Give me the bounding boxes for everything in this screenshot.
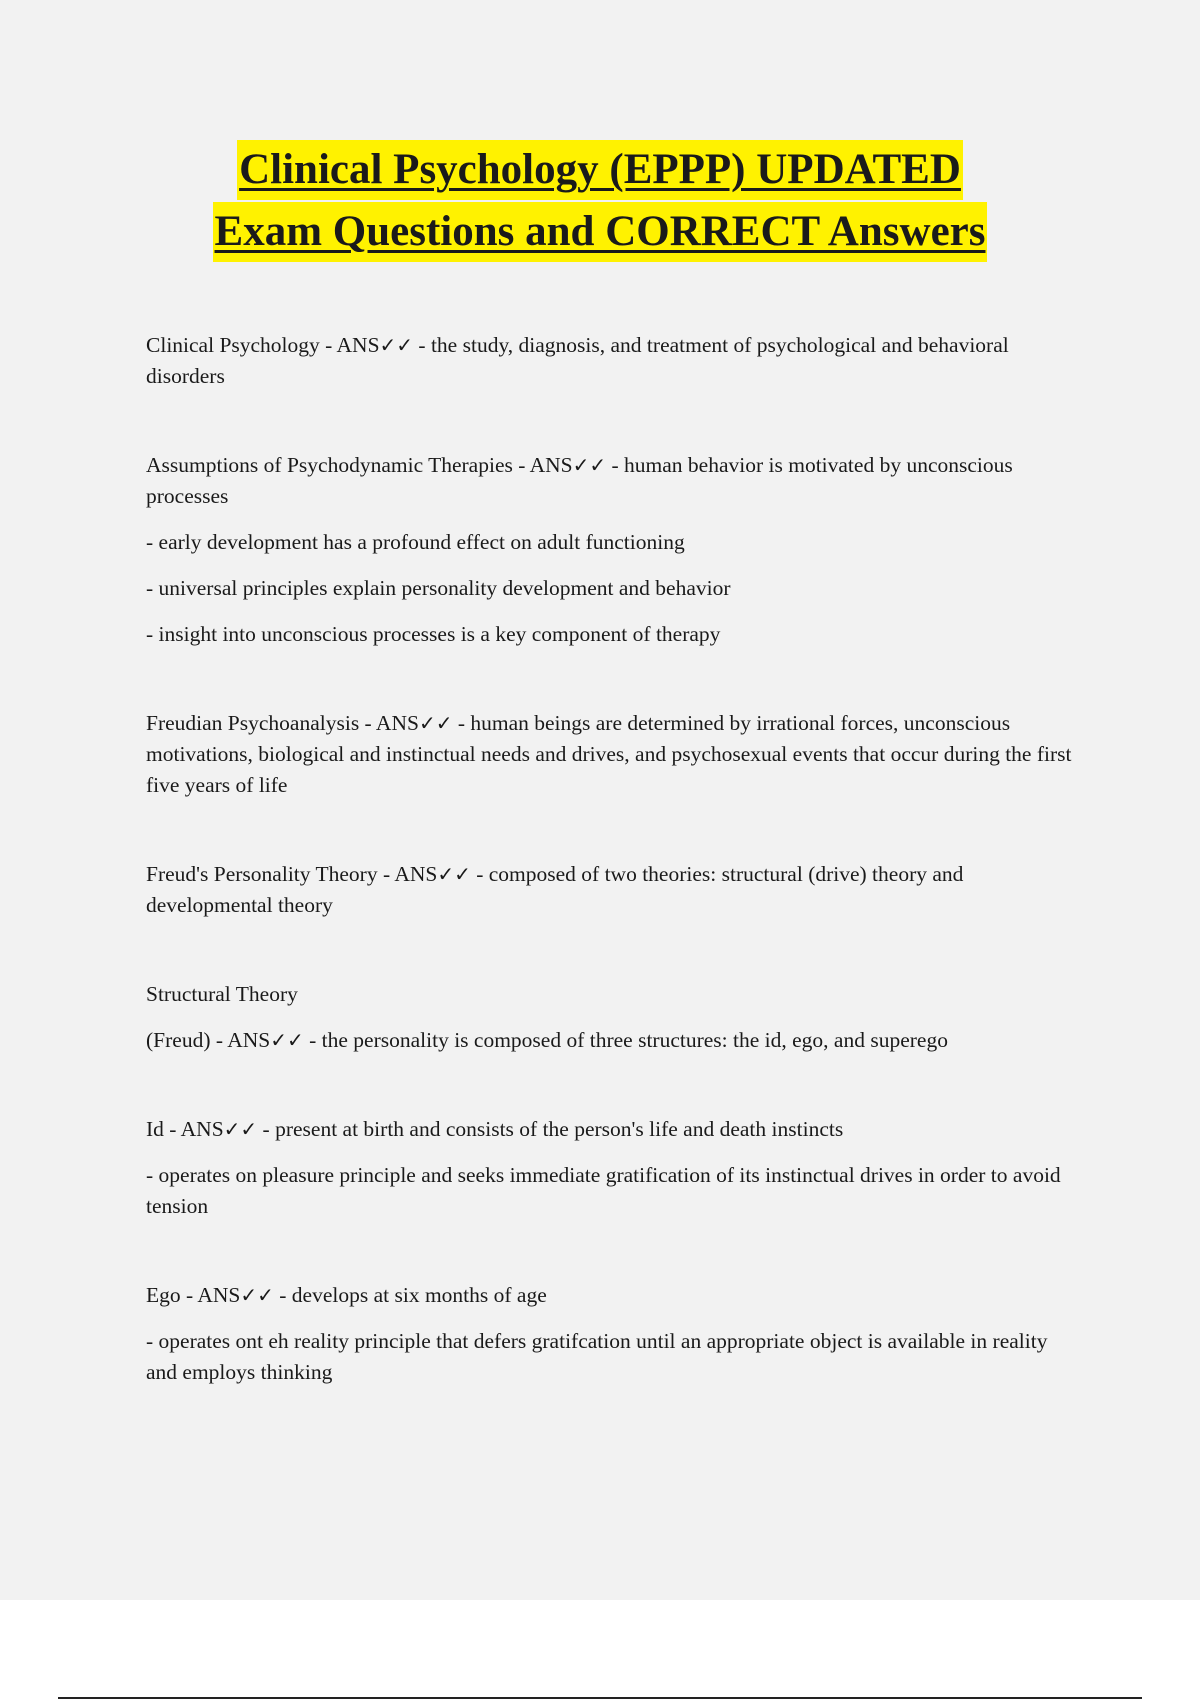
qa-entry [146,708,1076,801]
check-icon: ✓✓ [379,333,414,357]
qa-term: Freud's Personality Theory - [146,862,395,886]
qa-entry [146,979,1076,1056]
qa-term: Id - [146,1117,181,1141]
check-icon: ✓✓ [223,1117,258,1141]
check-icon: ✓✓ [437,862,471,886]
check-icon: ✓✓ [240,1283,274,1307]
answer-marker: ANS [529,453,573,477]
qa-extra-line: - universal principles explain personality development and behavior [146,576,731,600]
qa-main [146,450,1076,512]
qa-definition: - composed of two theories: structural (drive) theory and developmental theory [146,862,964,917]
qa-definition: - the personality is composed of three structures: the id, ego, and superego [303,1028,948,1052]
qa-definition: - the study, diagnosis, and treatment of psychological and behavioral disorders [146,333,1009,388]
qa-term: Assumptions of Psychodynamic Therapies - [146,453,530,477]
qa-extra-line: - early development has a profound effect on adult functioning [146,530,685,554]
qa-term: (Freud) - [146,1028,228,1052]
answer-marker: ANS [227,1028,271,1052]
qa-extra-line: - operates ont eh reality principle that defers gratifcation until an appropriate object is available in reality and employs thinking [146,1329,1048,1384]
document-title [0,140,1200,264]
qa-main [146,1280,1076,1311]
page-divider [58,1697,1142,1699]
qa-main [146,1025,1076,1056]
qa-entry [146,450,1076,650]
answer-marker: ANS [394,862,438,886]
answer-marker: ANS [336,333,380,357]
qa-entry [146,330,1076,392]
qa-main [146,859,1076,921]
qa-heading: Structural Theory [146,982,298,1006]
qa-list [146,330,1076,1446]
qa-term: Freudian Psychoanalysis - [146,711,376,735]
answer-marker: ANS [197,1283,241,1307]
qa-entry [146,1280,1076,1388]
qa-main [146,1114,1076,1145]
answer-marker: ANS [375,711,419,735]
qa-extra-line: - operates on pleasure principle and seeks immediate gratification of its instinctual drives in order to avoid tension [146,1163,1061,1218]
check-icon: ✓✓ [572,453,607,477]
qa-term: Clinical Psychology - [146,333,337,357]
check-icon: ✓✓ [270,1028,304,1052]
title-line-2: Exam Questions and CORRECT Answers [213,202,988,262]
answer-marker: ANS [180,1117,224,1141]
qa-main [146,330,1076,392]
qa-term: Ego - [146,1283,198,1307]
qa-entry [146,859,1076,921]
check-icon: ✓✓ [418,711,453,735]
title-line-1: Clinical Psychology (EPPP) UPDATED [237,140,963,200]
qa-extra-line: - insight into unconscious processes is a key component of therapy [146,622,721,646]
qa-definition: - human beings are determined by irrational forces, unconscious motivations, biological and instinctual needs and drives, and psychosexual events that occur during the first five years of life [146,711,1072,797]
qa-definition: - human behavior is motivated by unconscious processes [146,453,1013,508]
qa-definition: - present at birth and consists of the person's life and death instincts [257,1117,844,1141]
qa-entry [146,1114,1076,1222]
qa-main [146,708,1076,801]
qa-definition: - develops at six months of age [273,1283,547,1307]
